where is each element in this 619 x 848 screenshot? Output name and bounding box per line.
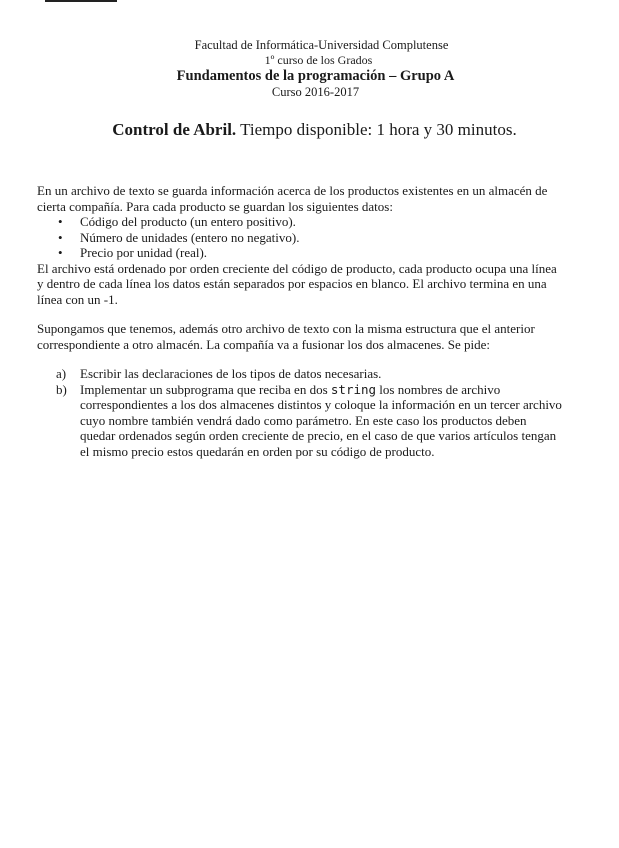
task-line: correspondiente a otro almacén. La compañía va a fusionar los dos almacenes. Se pide: [37,336,491,352]
item-text: cuyo nombre también vendrá dado como parámetro. En este caso los productos deben [80,412,527,428]
item-marker: b) [56,381,67,397]
subject-title: Fundamentos de la programación – Grupo A [176,68,455,84]
exam-title-time: Tiempo disponible: 1 hora y 30 minutos. [240,120,517,139]
item-text-pre: Implementar un subprograma que reciba en dos [80,381,328,397]
intro-line: El archivo está ordenado por orden creciente del código de producto, cada producto ocupa una línea [37,260,557,276]
task-item-a [37,366,597,382]
exam-title-bold: Control de Abril. [112,120,237,139]
intro-line: cierta compañía. Para cada producto se guardan los siguientes datos: [37,198,393,214]
task-section [37,321,597,459]
intro-line: En un archivo de texto se guarda información acerca de los productos existentes en un almacén de [37,183,548,198]
item-text: el mismo precio estos quedarán en orden por su código de producto. [80,443,435,459]
string-keyword: string [330,381,377,397]
item-text: quedar ordenados según orden creciente de precio, en el caso de que varios artículos tengan [80,428,557,443]
list-item: • Número de unidades (entero no negativo). [37,230,597,246]
intro-line: línea con un -1. [37,291,118,307]
academic-year: Curso 2016-2017 [271,85,360,99]
document-header [0,38,619,100]
item-text: correspondientes a los dos almacenes distintos y coloque la información en un tercer archivo [80,397,562,412]
task-line: Supongamos que tenemos, además otro archivo de texto con la misma estructura que el anterior [37,321,535,336]
top-margin-line [45,0,117,2]
list-item: • Precio por unidad (real). [37,245,597,261]
item-text-first-line [80,382,597,398]
intro-section [37,183,597,307]
item-text-post: los nombres de archivo [379,381,501,397]
course-level-line: 1º curso de los Grados [264,53,373,67]
faculty-line: Facultad de Informática-Universidad Complutense [194,38,449,52]
exam-title [0,120,619,140]
intro-line: y dentro de cada línea los datos están separados por espacios en blanco. El archivo termina en una [37,276,547,291]
task-items [37,366,597,459]
list-item: • Código del producto (un entero positivo). [37,214,597,230]
item-marker: a) [56,366,67,381]
product-fields-list [37,214,597,261]
task-item-b [37,382,597,460]
item-text: Escribir las declaraciones de los tipos de datos necesarias. [80,366,382,381]
